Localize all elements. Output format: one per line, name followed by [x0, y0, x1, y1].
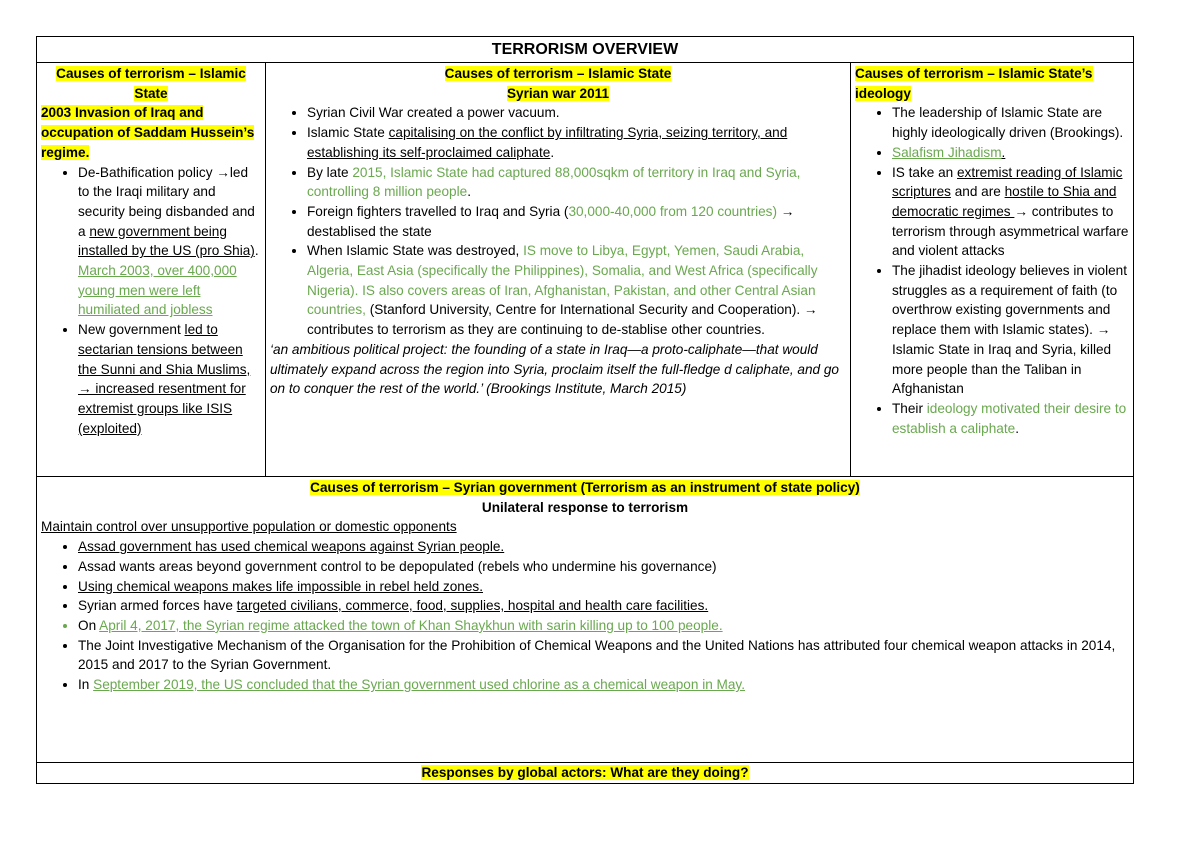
text: The jihadist ideology believes in violent struggles as a requirement of faith (to overthrow existing governments and replace them with Islamic states). → Islamic State in Iraq and Syria, killed more people than the Taliban in Afghanistan — [892, 263, 1128, 397]
list-item — [78, 577, 1129, 597]
text: . — [467, 184, 471, 200]
syrian-government-intro: Maintain control over unsupportive population or domestic opponents — [41, 519, 457, 535]
highlight-evidence: September 2019, the US concluded that the Syrian government used chlorine as a chemical weapon in May. — [93, 677, 745, 693]
list-item — [78, 557, 1129, 577]
page-title: TERRORISM OVERVIEW — [491, 40, 679, 58]
quote-text: ‘an ambitious political project: the founding of a state in Iraq—a proto-caliphate—that would ultimately expand across the region into Syria, proclaim itself the full-fledge d caliphate, and go on to conquer the rest of the world.’ — [270, 341, 839, 397]
syrian-government-bullets — [41, 537, 1129, 695]
ideology-heading: Causes of terrorism – Islamic State’s ideology — [855, 66, 1093, 101]
text: On — [78, 617, 100, 633]
text: De-Bathification policy →led to the Iraqi military and security being disbanded and a — [78, 164, 255, 239]
list-item — [892, 143, 1129, 163]
quote-source: (Brookings Institute, March 2015) — [486, 381, 687, 397]
list-item — [892, 103, 1129, 142]
syrian-war-bullets — [270, 103, 846, 339]
list-item — [307, 202, 846, 241]
ideology-bullets — [855, 103, 1129, 438]
underlined-text: Using chemical weapons makes life impossible in rebel held zones. — [78, 578, 483, 594]
iraq-bullets — [41, 163, 261, 439]
text: IS take an — [892, 164, 957, 180]
list-item — [307, 241, 846, 340]
responses-heading: Responses by global actors: What are they doing? — [421, 765, 749, 781]
iraq-subheading: 2003 Invasion of Iraq and occupation of Saddam Hussein’s regime. — [41, 105, 255, 160]
syrian-government-row — [37, 477, 1133, 763]
text: New government — [78, 322, 185, 338]
responses-cell — [421, 763, 748, 783]
responses-row — [37, 763, 1133, 783]
text: Syrian Civil War created a power vacuum. — [307, 105, 560, 121]
syrian-war-heading: Causes of terrorism – Islamic State — [444, 66, 672, 81]
underlined-text: capitalising on the conflict by infiltrating Syria, seizing territory, and establishing its self-proclaimed caliphate — [307, 125, 788, 160]
text: (Stanford University, Centre for International Security and Cooperation). → contributes to terrorism as they are continuing to de-stablise other countries. — [307, 302, 818, 338]
list-item — [78, 675, 1129, 695]
list-item — [78, 537, 1129, 557]
list-item — [307, 123, 846, 162]
syrian-government-heading: Causes of terrorism – Syrian government (Terrorism as an instrument of state policy) — [310, 480, 860, 495]
text: By late — [307, 164, 353, 180]
text: . — [1001, 144, 1006, 160]
list-item — [892, 261, 1129, 399]
text: → contributes to terrorism through asymmetrical warfare and violent attacks — [892, 203, 1129, 259]
text: and are — [950, 184, 1005, 200]
list-item — [78, 320, 261, 438]
text: Foreign fighters travelled to Iraq and Syria ( — [307, 203, 569, 219]
text: . — [550, 144, 555, 160]
syrian-war-subheading: Syrian war 2011 — [506, 85, 610, 101]
syrian-government-cell — [37, 477, 1133, 696]
iraq-heading: Causes of terrorism – Islamic State — [56, 66, 246, 101]
text: Syrian armed forces have — [78, 598, 237, 614]
list-item — [892, 399, 1129, 438]
overview-table — [36, 36, 1134, 784]
list-item — [78, 616, 1129, 636]
highlight-evidence: ideology motivated their desire to establish a caliphate — [892, 400, 1127, 436]
text: When Islamic State was destroyed, — [307, 243, 524, 259]
text: In — [78, 677, 94, 693]
text: . — [1015, 420, 1019, 436]
text: Assad wants areas beyond government control to be depopulated (rebels who undermine his governance) — [78, 558, 717, 574]
highlight-evidence: March 2003, over 400,000 young men were left humiliated and jobless — [78, 263, 237, 318]
iraq-invasion-cell — [37, 63, 266, 476]
underlined-text: led to sectarian tensions between the Sunni and Shia Muslims, → increased resentment for extremist groups like ISIS (exploited) — [78, 322, 251, 436]
text: Islamic State — [307, 125, 389, 141]
highlight-evidence: 30,000-40,000 from 120 countries) — [568, 203, 778, 219]
text: The leadership of Islamic State are highly ideologically driven (Brookings). — [892, 105, 1124, 141]
list-item — [307, 163, 846, 202]
syrian-war-cell — [266, 63, 851, 476]
highlight-evidence: 2015, Islamic State had captured 88,000sqkm of territory in Iraq and Syria, controlling 8 million people — [307, 164, 801, 200]
highlight-evidence: Salafism Jihadism — [892, 144, 1002, 160]
syrian-government-subheading: Unilateral response to terrorism — [481, 499, 689, 515]
list-item — [307, 103, 846, 123]
title-row — [37, 37, 1133, 63]
text: Their — [892, 400, 927, 416]
underlined-text: extremist reading of Islamic scriptures — [892, 164, 1123, 200]
list-item — [78, 596, 1129, 616]
underlined-text: hostile to Shia and democratic regimes — [892, 184, 1117, 219]
highlight-evidence: April 4, 2017, the Syrian regime attacked the town of Khan Shaykhun with sarin killing up to 100 people. — [99, 617, 723, 633]
underlined-text: targeted civilians, commerce, food, supplies, hospital and health care facilities. — [236, 598, 709, 614]
text: → destablised the state — [307, 203, 795, 239]
list-item — [78, 636, 1129, 675]
underlined-text: new government being installed by the US (pro Shia) — [78, 223, 255, 259]
list-item — [78, 163, 261, 321]
ideology-cell — [851, 63, 1133, 476]
underlined-text: Assad government has used chemical weapons against Syrian people. — [78, 539, 505, 555]
highlight-evidence: IS move to Libya, Egypt, Yemen, Saudi Arabia, Algeria, East Asia (specifically the Philippines), Somalia, and West Africa (specifically Nigeria). IS also covers areas of Iran, Afghanistan, Pakistan, and other Central Asian countries, — [307, 243, 818, 318]
list-item — [892, 163, 1129, 262]
text: The Joint Investigative Mechanism of the Organisation for the Prohibition of Chemical Weapons and the United Nations has attributed four chemical weapon attacks in 2014, 2015 and 2017 to the Syrian Government. — [78, 637, 1116, 673]
brookings-quote — [270, 340, 846, 399]
text: . — [254, 243, 259, 259]
causes-row — [37, 63, 1133, 477]
